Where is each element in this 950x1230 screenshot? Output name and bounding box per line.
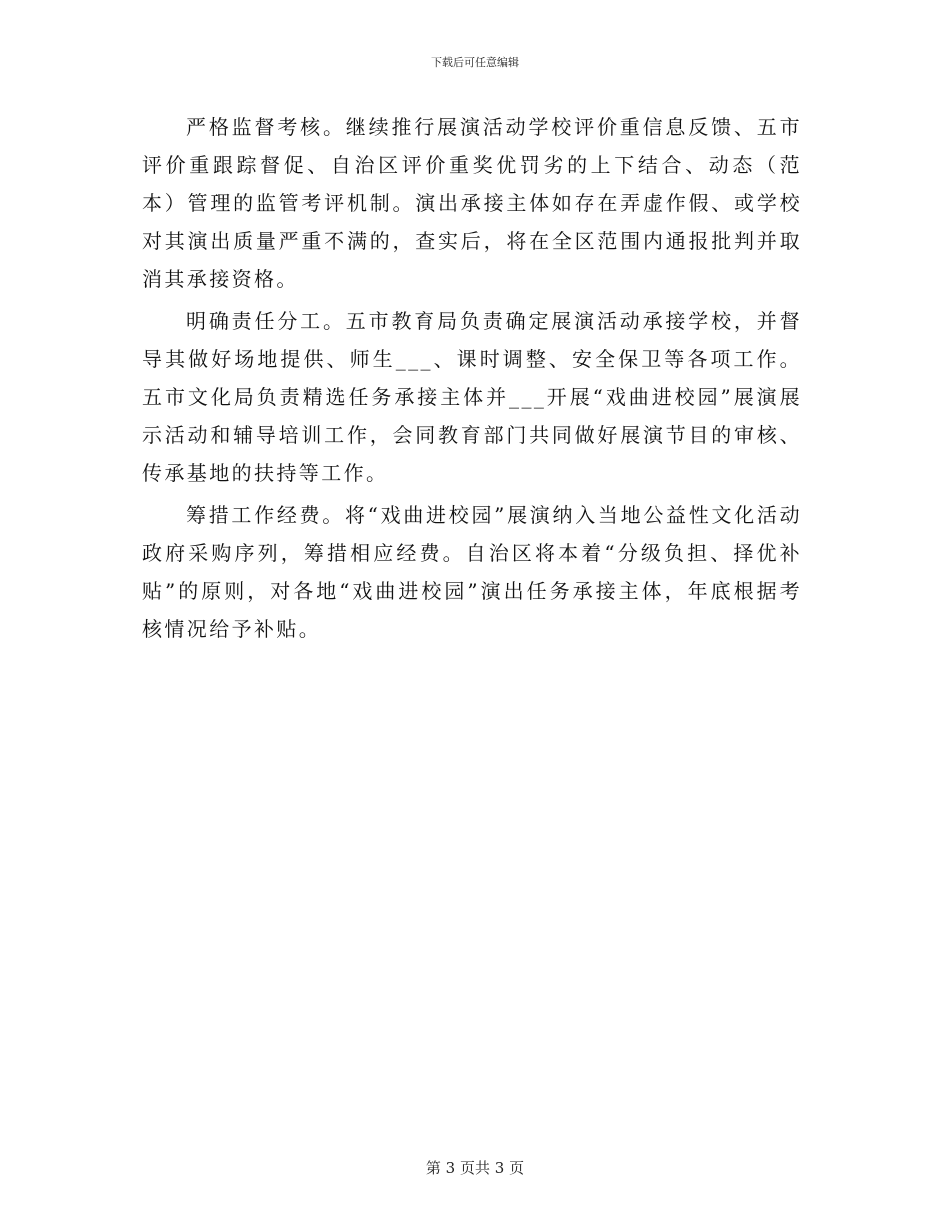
paragraph-responsibility: 明确责任分工。五市教育局负责确定展演活动承接学校，并督导其做好场地提供、师生___、课时调整、安全保卫等各项工作。五市文化局负责精选任务承接主体并___开展“戏曲进校园”展演展示活动和辅导培训工作，会同教育部门共同做好展演节目的审核、传承基地的扶持等工作。 [142,309,802,485]
paragraph-funding: 筹措工作经费。将“戏曲进校园”展演纳入当地公益性文化活动政府采购序列，筹措相应经费。自治区将本着“分级负担、择优补贴”的原则，对各地“戏曲进校园”演出任务承接主体，年底根据考核情况给予补贴。 [142,503,802,641]
document-body [142,108,802,652]
paragraph-supervision: 严格监督考核。继续推行展演活动学校评价重信息反馈、五市评价重跟踪督促、自治区评价重奖优罚劣的上下结合、动态（范本）管理的监管考评机制。演出承接主体如存在弄虚作假、或学校对其演出质量严重不满的，查实后，将在全区范围内通报批判并取消其承接资格。 [142,115,802,291]
page-number: 第 3 页共 3 页 [425,1159,525,1177]
page-header: 下载后可任意编辑 [431,56,519,69]
